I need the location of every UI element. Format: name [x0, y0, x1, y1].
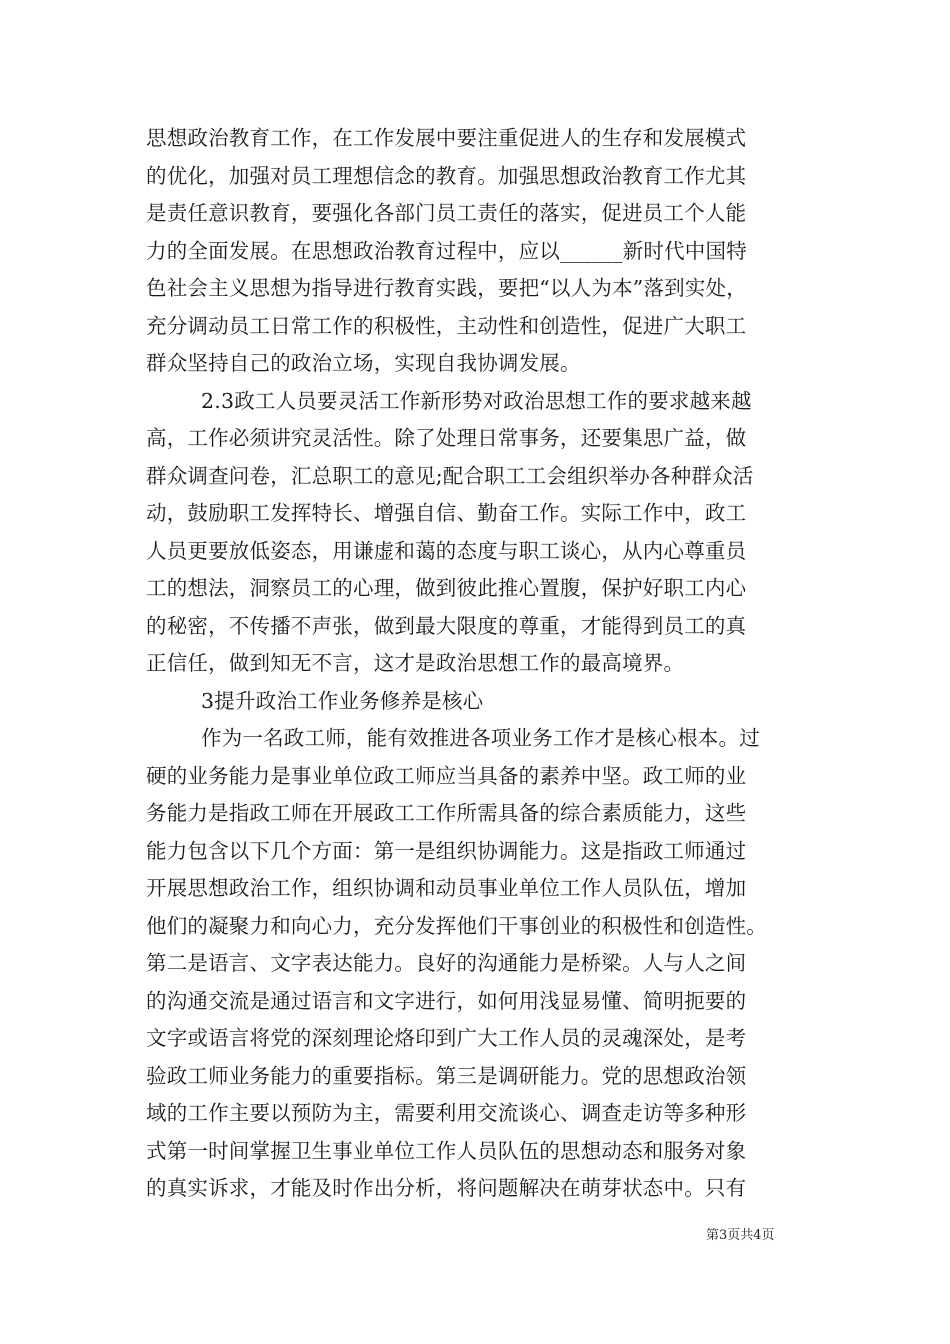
text-line: 的优化，加强对员工理想信念的教育。加强思想政治教育工作尤其 [146, 163, 747, 188]
text-line: 充分调动员工日常工作的积极性，主动性和创造性，促进广大职工 [146, 313, 747, 338]
text-line: 的秘密，不传播不声张，做到最大限度的尊重，才能得到员工的真 [146, 613, 747, 638]
text-line: 的真实诉求，才能及时作出分析，将问题解决在萌芽状态中。只有 [146, 1176, 747, 1200]
text-line: 群众坚持自己的政治立场，实现自我协调发展。 [146, 351, 581, 375]
text-line: 是责任意识教育，要强化各部门员工责任的落实，促进员工个人能 [146, 201, 747, 225]
text-line: 人员更要放低姿态，用谦虚和蔼的态度与职工谈心，从内心尊重员 [146, 538, 747, 563]
text-line: 正信任，做到知无不言，这才是政治思想工作的最高境界。 [146, 651, 685, 675]
text-line: 工的想法，洞察员工的心理，做到彼此推心置腹，保护好职工内心 [146, 576, 747, 600]
text-line: 色社会主义思想为指导进行教育实践，要把“以人为本”落到实处， [146, 276, 747, 300]
text-line: 域的工作主要以预防为主，需要利用交流谈心、调查走访等多种形 [146, 1101, 747, 1125]
document-body [146, 120, 806, 1208]
text-line: 务能力是指政工师在开展政工工作所需具备的综合素质能力，这些 [146, 801, 747, 825]
text-line: 力的全面发展。在思想政治教育过程中，应以______新时代中国特 [146, 238, 747, 263]
text-line: 第二是语言、文字表达能力。良好的沟通能力是桥梁。人与人之间 [146, 951, 747, 975]
text-line: 硬的业务能力是事业单位政工师应当具备的素养中坚。政工师的业 [146, 763, 747, 788]
text-line: 动，鼓励职工发挥特长、增强自信、勤奋工作。实际工作中，政工 [146, 501, 747, 525]
text-line: 文字或语言将党的深刻理论烙印到广大工作人员的灵魂深处，是考 [146, 1026, 747, 1050]
text-line: 开展思想政治工作，组织协调和动员事业单位工作人员队伍，增加 [146, 876, 747, 900]
paragraph-start-line: 作为一名政工师，能有效推进各项业务工作才是核心根本。过 [201, 726, 760, 750]
section-heading: 3提升政治工作业务修养是核心 [201, 688, 484, 713]
text-line: 的沟通交流是通过语言和文字进行，如何用浅显易懂、简明扼要的 [146, 988, 747, 1013]
text-line: 群众调查问卷，汇总职工的意见;配合职工工会组织举办各种群众活 [146, 463, 754, 488]
text-line: 他们的凝聚力和向心力，充分发挥他们干事创业的积极性和创造性。 [146, 913, 767, 938]
text-line: 高，工作必须讲究灵活性。除了处理日常事务，还要集思广益，做 [146, 426, 747, 450]
text-line: 能力包含以下几个方面：第一是组织协调能力。这是指政工师通过 [146, 838, 747, 863]
page-indicator: 第3页共4页 [706, 1228, 775, 1243]
text-line: 思想政治教育工作，在工作发展中要注重促进人的生存和发展模式 [146, 126, 747, 150]
text-line: 验政工师业务能力的重要指标。第三是调研能力。党的思想政治领 [146, 1063, 747, 1088]
text-line: 式第一时间掌握卫生事业单位工作人员队伍的思想动态和服务对象 [146, 1138, 747, 1163]
paragraph-start-line: 2.3政工人员要灵活工作新形势对政治思想工作的要求越来越 [201, 388, 752, 413]
